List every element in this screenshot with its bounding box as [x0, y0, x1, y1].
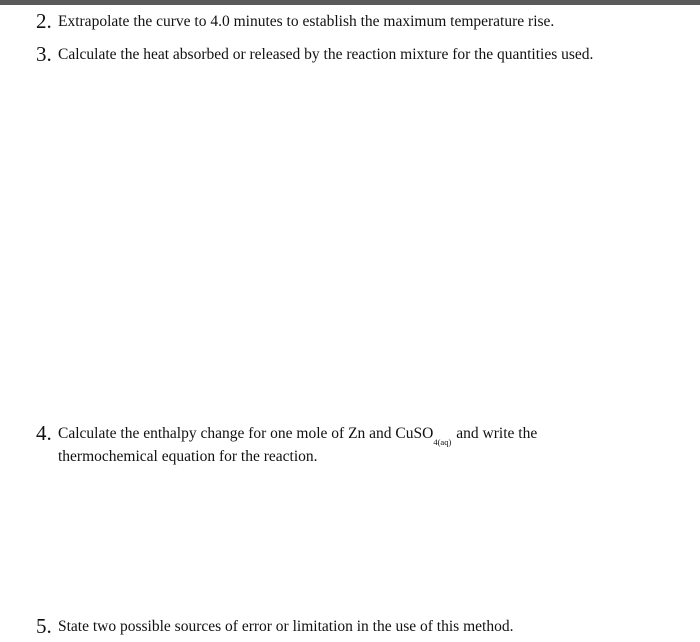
question-text-after: and write the	[456, 425, 538, 442]
question-text: Calculate the heat absorbed or released by the reaction mixture for the quantities used.	[58, 46, 594, 63]
question-text-line-1	[58, 424, 537, 445]
top-border	[0, 0, 700, 5]
question-text: Extrapolate the curve to 4.0 minutes to establish the maximum temperature rise.	[58, 13, 555, 30]
question-text: State two possible sources of error or limitation in the use of this method.	[58, 618, 514, 635]
question-4	[0, 421, 690, 467]
question-text-before: Calculate the enthalpy change for one mole of Zn and CuSO	[58, 425, 434, 442]
chemical-subscript: 4(aq)	[433, 437, 452, 447]
question-2	[0, 9, 690, 33]
question-3	[0, 42, 690, 66]
question-number: 3.	[36, 42, 52, 66]
question-number: 5.	[36, 614, 52, 638]
question-number: 2.	[36, 9, 52, 33]
question-text-continuation: thermochemical equation for the reaction.	[58, 448, 318, 465]
question-number: 4.	[36, 421, 52, 445]
question-5	[0, 614, 690, 638]
